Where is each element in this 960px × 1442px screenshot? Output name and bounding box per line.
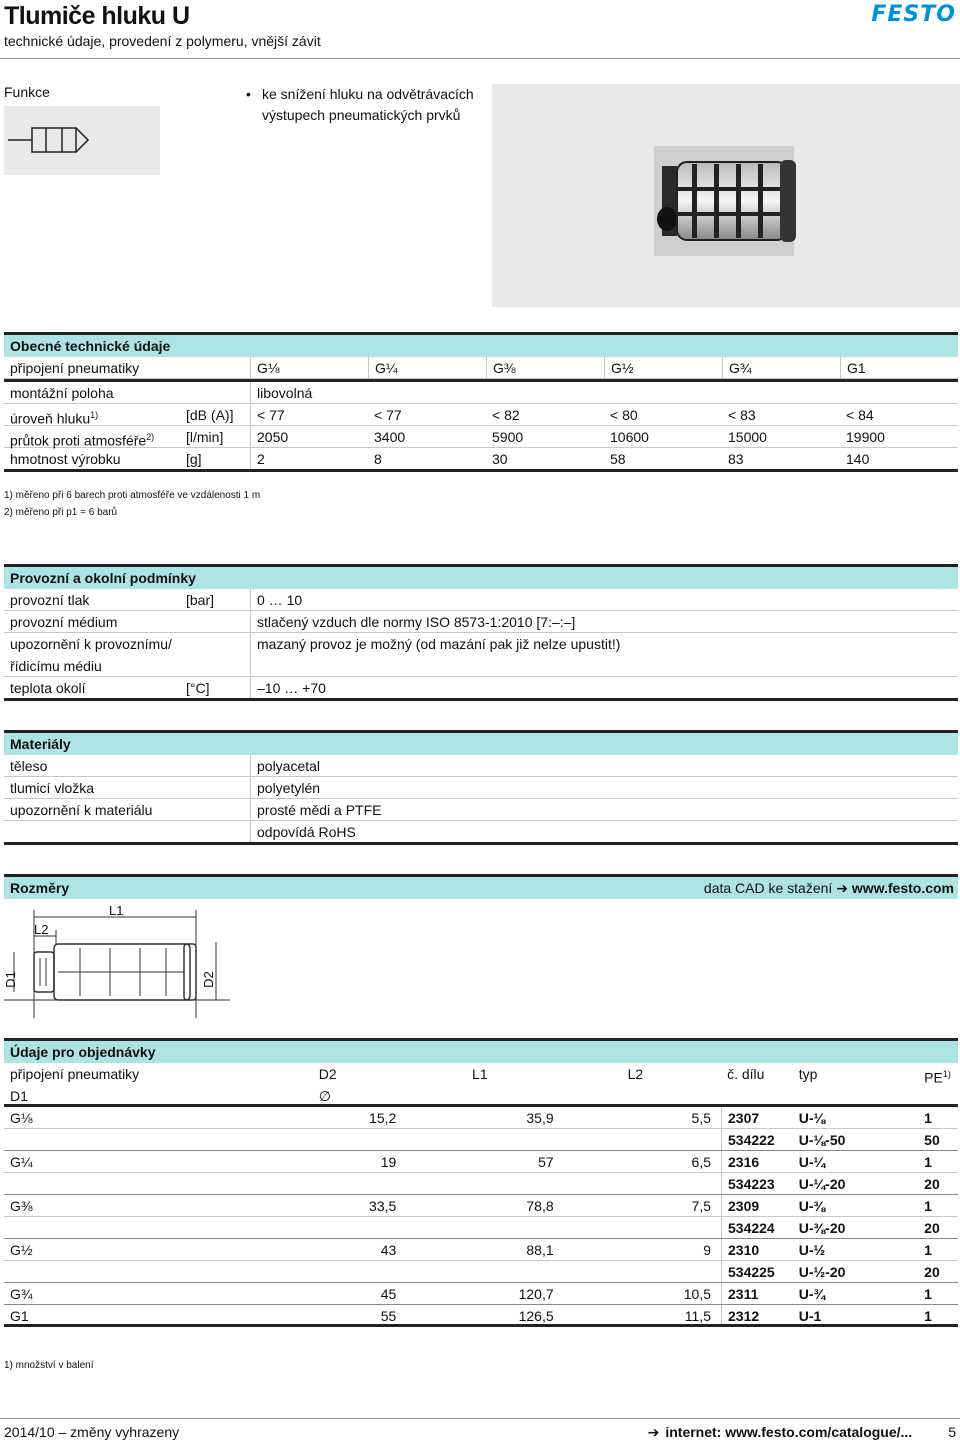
row-value: polyacetal [250,755,958,776]
row-unit: [°C] [186,680,210,696]
table-cell-l2: 11,5 [684,1308,711,1324]
table-cell-pe: 20 [924,1176,940,1192]
table-cell-conn: G½ [10,1242,33,1258]
table-cell: < 77 [374,407,402,423]
general-header-row [4,357,958,379]
table-cell: < 77 [250,404,368,425]
table-cell-conn: G¾ [10,1286,33,1302]
dimension-drawing [0,900,230,1020]
materials-section [4,730,958,845]
table-cell-part: 534222 [721,1129,793,1150]
table-cell: < 80 [610,407,638,423]
table-cell-pe: 1 [924,1286,932,1302]
table-cell-l2 [564,1173,721,1194]
row-value: –10 … +70 [250,677,958,698]
table-cell-d2: 33,5 [369,1198,397,1214]
row-unit [180,633,250,676]
table-cell: 10600 [610,429,649,445]
d2-label: D2 [200,971,216,988]
row-label: upozornění k provoznímu/ řídicímu médiu [10,636,172,674]
table-cell: 140 [846,451,870,467]
table-cell: < 82 [492,407,520,423]
table-cell-conn [4,1173,249,1194]
conn-col: G⅜ [486,357,604,378]
page-subtitle: technické údaje, provedení z polymeru, vnější závit [4,33,321,49]
row-unit: [l/min] [186,429,224,445]
funkce-label: Funkce [4,84,50,100]
dimensions-section [4,874,958,899]
table-row [4,799,958,821]
table-cell-type: U-½ [798,1242,826,1258]
ordering-heading: Údaje pro objednávky [4,1038,958,1063]
cad-download[interactable]: data CAD ke stažení ➔ www.festo.com [703,880,954,896]
table-cell-pe: 20 [924,1220,940,1236]
ordering-section [4,1038,958,1327]
table-cell-conn [4,1261,249,1282]
table-cell-part: 534225 [721,1261,793,1282]
header-l2: L2 [627,1066,644,1082]
table-cell: < 84 [846,407,874,423]
table-cell-type: U-⅜ [798,1198,826,1214]
catalogue-link[interactable]: internet: www.festo.com/catalogue/... [665,1424,913,1440]
table-cell-d2: 19 [380,1154,397,1170]
table-cell-l1: 35,9 [526,1110,554,1126]
header-pe: PE$^{1)}$ [924,1069,951,1086]
table-row [4,426,958,448]
table-row [4,633,958,677]
row-label [4,821,250,842]
table-cell-part: 2310 [721,1239,793,1260]
row-label: provozní tlak [10,592,90,608]
table-cell-type: U-⅜-20 [798,1220,846,1236]
table-cell-type: U-¼ [798,1154,826,1170]
row-value: stlačený vzduch dle normy ISO 8573-1:2010 [7:–:–] [250,611,958,632]
table-cell-l1 [406,1129,563,1150]
table-cell: < 83 [728,407,756,423]
table-cell-l1 [406,1173,563,1194]
table-cell-pe: 1 [924,1154,932,1170]
header-divider [0,58,960,59]
row-label: hmotnost výrobku [10,451,121,467]
table-cell-l2: 7,5 [691,1198,711,1214]
table-cell: 83 [728,451,744,467]
row-value: libovolná [250,382,958,403]
table-cell-conn: G¼ [10,1154,33,1170]
row-label: teplota okolí [10,680,86,696]
table-cell-d2 [249,1217,406,1238]
table-cell-l2: 6,5 [691,1154,711,1170]
row-label: tlumicí vložka [10,780,95,796]
operating-section [4,564,958,701]
connection-label: připojení pneumatiky [10,360,140,376]
table-cell-l2 [564,1217,721,1238]
cad-link[interactable]: www.festo.com [851,880,954,896]
silencer-image [492,84,960,307]
row-label: provozní médium [10,614,118,630]
d1-label: D1 [2,971,18,988]
table-cell-type: U-¾ [798,1286,826,1302]
arrow-right-icon: ➔ [647,1424,660,1440]
conn-col: G¼ [368,357,486,378]
silencer-symbol-icon [4,106,160,175]
table-cell-d2: 55 [380,1308,397,1324]
conn-col: G¾ [722,357,840,378]
table-cell-pe: 1 [924,1242,932,1258]
table-cell-l2: 9 [703,1242,711,1258]
table-cell-part: 2311 [721,1283,793,1304]
table-row [4,1305,958,1327]
general-heading: Obecné technické údaje [4,332,958,357]
table-cell-d2 [249,1261,406,1282]
table-cell-conn: G⅛ [10,1110,33,1126]
table-cell-type: U-1 [798,1308,822,1324]
table-row [4,1173,958,1195]
footnote: 1) množství v balení [4,1360,94,1371]
table-cell: 19900 [846,429,885,445]
table-cell: 58 [610,451,626,467]
table-cell-pe: 50 [924,1132,940,1148]
header-conn: připojení pneumatiky D1 [10,1066,140,1104]
row-label: úroveň hluku$^{1)}$ [10,410,99,427]
dimensions-heading-bar [4,874,958,899]
table-cell-d2: 43 [380,1242,397,1258]
table-cell: 30 [492,451,508,467]
row-label: upozornění k materiálu [10,802,153,818]
table-cell-pe: 1 [924,1110,932,1126]
table-cell-l2 [564,1129,721,1150]
row-label: těleso [10,758,48,774]
row-value: prosté mědi a PTFE [250,799,958,820]
row-value: mazaný provoz je možný (od mazání pak již nelze upustit!) [250,633,958,676]
table-cell-l1 [406,1261,563,1282]
table-row [4,448,958,472]
table-cell-l1: 126,5 [518,1308,554,1324]
festo-logo: FESTO [871,2,956,27]
table-cell-l2 [564,1261,721,1282]
table-row [4,1239,958,1261]
table-cell-l1 [406,1217,563,1238]
table-cell-type: U-⅛-50 [798,1132,846,1148]
header-l1: L1 [472,1066,488,1082]
table-row [4,677,958,701]
table-cell-d2: 45 [380,1286,397,1302]
row-value: polyetylén [250,777,958,798]
conn-col: G½ [604,357,722,378]
table-row [4,382,958,404]
conn-col: G⅛ [250,357,368,378]
footnote: 1) měřeno při 6 barech proti atmosféře ve vzdálenosti 1 m [4,490,261,501]
table-cell-pe: 1 [924,1308,932,1324]
table-cell-type: U-½-20 [798,1264,846,1280]
funkce-bullet: • ke snížení hluku na odvětrávacích výstupech pneumatických prvků [246,86,474,123]
table-row [4,611,958,633]
table-cell-l1: 57 [538,1154,554,1170]
footer-right [648,1424,956,1441]
l2-label: L2 [34,922,49,937]
table-cell: 2050 [250,426,368,447]
dimensions-heading: Rozměry [10,880,70,896]
table-cell: 2 [250,448,368,469]
row-value: 0 … 10 [250,589,958,610]
table-row [4,404,958,426]
row-unit: [g] [186,451,202,467]
table-row [4,777,958,799]
row-label: montážní poloha [10,385,114,401]
row-value: odpovídá RoHS [250,821,958,842]
table-cell-d2 [249,1173,406,1194]
table-cell-conn [4,1217,249,1238]
table-cell: 8 [374,451,382,467]
footer-divider [0,1418,960,1419]
arrow-right-icon: ➔ [836,880,848,896]
dimension-drawing-icon [0,900,230,1020]
footer-left: 2014/10 – změny vyhrazeny [4,1424,180,1440]
row-unit: [dB (A)] [186,407,234,423]
table-cell: 15000 [728,429,767,445]
row-unit: [bar] [186,592,215,608]
header-d2: D2 ∅ [318,1066,337,1104]
table-cell-pe: 20 [924,1264,940,1280]
table-cell-part: 534223 [721,1173,793,1194]
table-cell-pe: 1 [924,1198,932,1214]
table-cell-type: U-⅛ [798,1110,826,1126]
table-cell-conn: G⅜ [10,1198,33,1214]
table-cell-part: 2307 [721,1107,793,1128]
table-cell-l1: 78,8 [526,1198,554,1214]
general-section [4,332,958,472]
header-part: č. dílu [727,1066,765,1082]
table-cell: 3400 [374,429,406,445]
table-row [4,1283,958,1305]
table-row [4,1129,958,1151]
table-row [4,755,958,777]
table-row [4,589,958,611]
page-title: Tlumiče hluku U [4,2,190,30]
table-row [4,1261,958,1283]
table-cell-l1: 88,1 [526,1242,554,1258]
table-cell-part: 2316 [721,1151,793,1172]
row-label: průtok proti atmosféře$^{2)}$ [10,432,155,449]
product-photo [492,84,960,307]
ordering-rows [4,1107,958,1327]
header-type: typ [798,1066,818,1082]
table-cell-conn: G1 [10,1308,29,1324]
table-cell: 5900 [492,429,524,445]
footnote: 2) měřeno při p1 = 6 barů [4,507,118,518]
table-cell-l2: 10,5 [683,1286,711,1302]
table-row [4,1107,958,1129]
table-cell-conn [4,1129,249,1150]
table-row [4,1217,958,1239]
table-cell-d2 [249,1129,406,1150]
pneumatic-symbol [4,106,160,175]
table-row [4,1195,958,1217]
table-cell-l1: 120,7 [518,1286,554,1302]
table-cell-type: U-¼-20 [798,1176,846,1192]
table-cell-d2: 15,2 [369,1110,397,1126]
table-cell-part: 2309 [721,1195,793,1216]
table-row [4,821,958,845]
table-row [4,1151,958,1173]
operating-heading: Provozní a okolní podmínky [4,564,958,589]
conn-col: G1 [840,357,958,378]
materials-heading: Materiály [4,730,958,755]
table-cell-l2: 5,5 [691,1110,711,1126]
ordering-header [4,1063,958,1107]
page-number: 5 [948,1424,956,1440]
row-unit [180,611,250,632]
l1-label: L1 [109,903,124,918]
table-cell-part: 534224 [721,1217,793,1238]
table-cell-part: 2312 [721,1305,793,1324]
